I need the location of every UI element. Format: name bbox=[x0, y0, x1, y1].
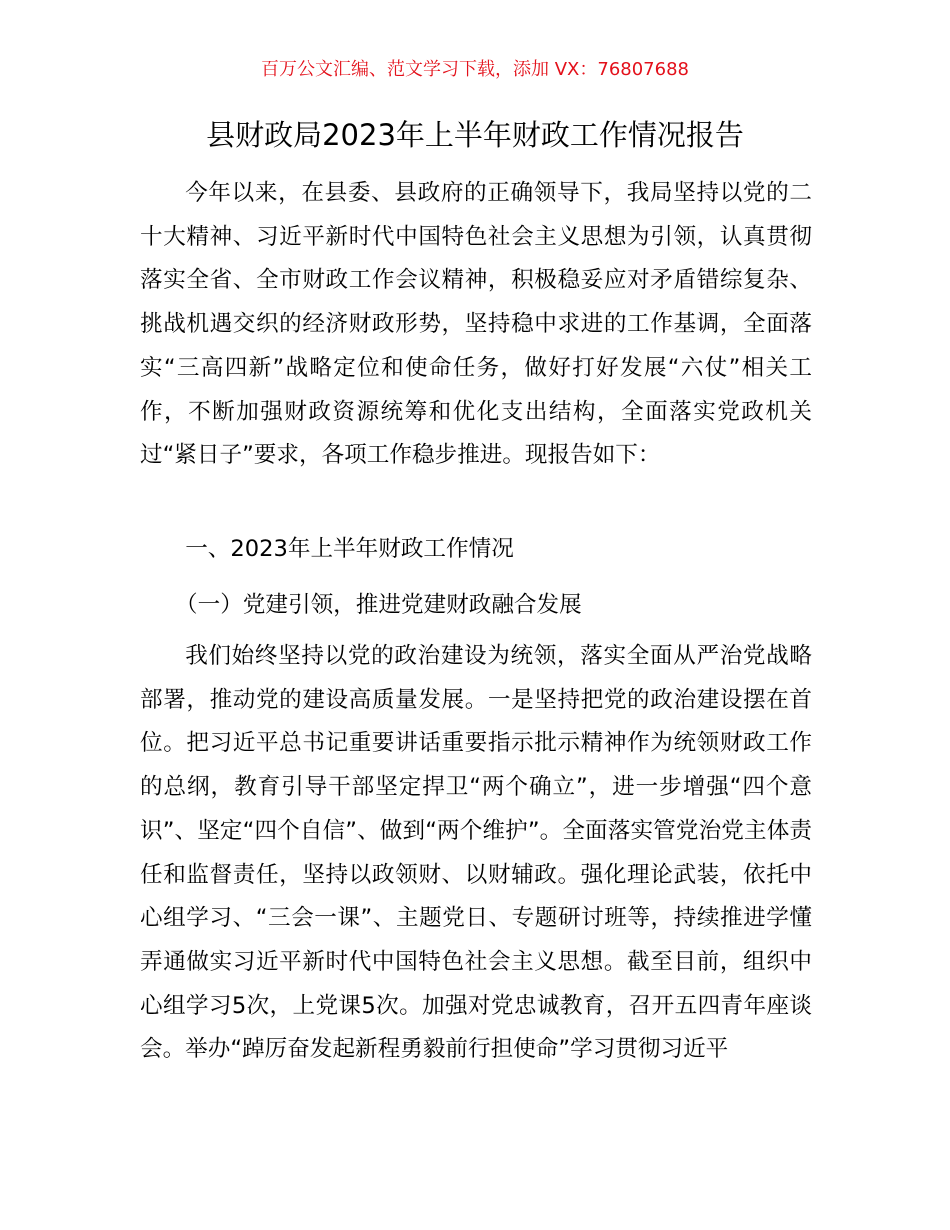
subsection-1-content bbox=[140, 635, 812, 1072]
intro-section bbox=[140, 172, 812, 478]
subsection-1-heading: （一）党建引领，推进党建财政融合发展 bbox=[175, 592, 582, 618]
section-1-heading: 一、2023年上半年财政工作情况 bbox=[185, 536, 514, 562]
section-1 bbox=[140, 528, 812, 572]
subsection-1-paragraph: 我们始终坚持以党的政治建设为统领，落实全面从严治党战略部署，推动党的建设高质量发展。一是坚持把党的政治建设摆在首位。把习近平总书记重要讲话重要指示批示精神作为统领财政工作的总纲，教育引导干部坚定捍卫“两个确立”，进一步增强“四个意识”、坚定“四个自信”、做到“两个维护”。全面落实管党治党主体责任和监督责任，坚持以政领财、以财辅政。强化理论武装，依托中心组学习、“三会一课”、主题党日、专题研讨班等，持续推进学懂弄通做实习近平新时代中国特色社会主义思想。截至目前，组织中心组学习5次，上党课5次。加强对党忠诚教育，召开五四青年座谈会。举办“踔厉奋发起新程勇毅前行担使命”学习贯彻习近平 bbox=[140, 643, 812, 1063]
subsection-1 bbox=[140, 584, 812, 628]
document-title: 县财政局2023年上半年财政工作情况报告 bbox=[206, 118, 744, 152]
intro-paragraph: 今年以来，在县委、县政府的正确领导下，我局坚持以党的二十大精神、习近平新时代中国特色社会主义思想为引领，认真贯彻落实全省、全市财政工作会议精神，积极稳妥应对矛盾错综复杂、挑战机遇交织的经济财政形势，坚持稳中求进的工作基调，全面落实“三高四新”战略定位和使命任务，做好打好发展“六仗”相关工作，不断加强财政资源统筹和优化支出结构，全面落实党政机关过“紧日子”要求，各项工作稳步推进。现报告如下： bbox=[140, 180, 812, 469]
watermark-banner: 百万公文汇编、范文学习下载，添加 VX：76807688 bbox=[261, 59, 689, 80]
